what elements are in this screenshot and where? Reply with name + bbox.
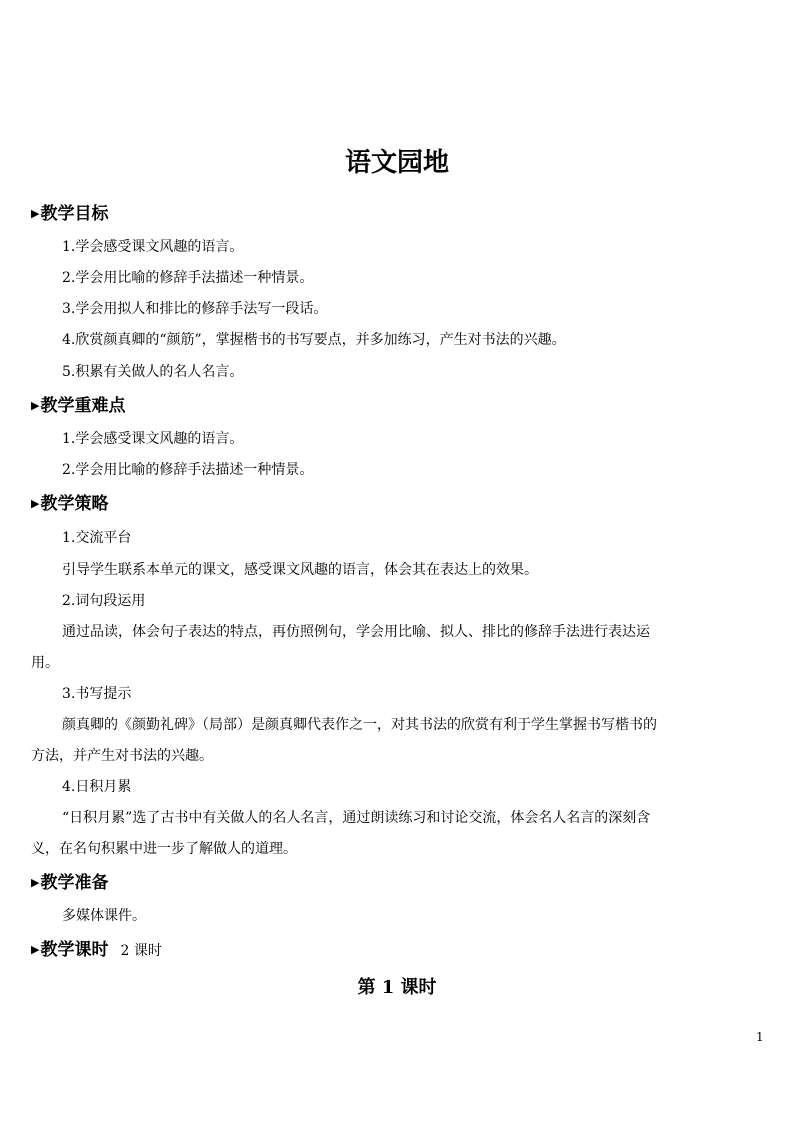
goal-item: 2.学会用比喻的修辞手法描述一种情景。 — [62, 270, 314, 286]
goal-item: 4.欣赏颜真卿的“颜筋”，掌握楷书的书写要点，并多加练习，产生对书法的兴趣。 — [62, 332, 566, 348]
key-point-item: 2.学会用比喻的修辞手法描述一种情景。 — [62, 462, 314, 478]
preparation-item: 多媒体课件。 — [62, 908, 146, 924]
section-heading-preparation: ▶教学准备 — [31, 873, 109, 893]
strategy-text: 义，在名句积累中进一步了解做人的道理。 — [31, 841, 297, 857]
triangle-bullet-icon: ▶ — [31, 207, 40, 220]
section-heading-strategy: ▶教学策略 — [31, 494, 109, 514]
goal-item: 5.积累有关做人的名人名言。 — [62, 364, 244, 380]
section-heading-key-points: ▶教学重难点 — [31, 396, 126, 416]
triangle-bullet-icon: ▶ — [31, 876, 40, 889]
section-heading-goals: ▶教学目标 — [31, 204, 109, 224]
key-point-item: 1.学会感受课文风趣的语言。 — [62, 431, 244, 447]
strategy-text: 引导学生联系本单元的课文，感受课文风趣的语言，体会其在表达上的效果。 — [62, 562, 538, 578]
strategy-text: 通过品读，体会句子表达的特点，再仿照例句，学会用比喻、拟人、排比的修辞手法进行表达运 — [62, 624, 650, 640]
strategy-text: 颜真卿的《颜勤礼碑》（局部）是颜真卿代表作之一，对其书法的欣赏有利于学生掌握书写楷书的 — [62, 717, 657, 733]
goal-item: 3.学会用拟人和排比的修辞手法写一段话。 — [62, 301, 328, 317]
triangle-bullet-icon: ▶ — [31, 497, 40, 510]
section-heading-periods: ▶教学课时 2 课时 — [31, 940, 162, 960]
strategy-label: 3.书写提示 — [62, 686, 132, 702]
strategy-label: 1.交流平台 — [62, 530, 132, 546]
goal-item: 1.学会感受课文风趣的语言。 — [62, 239, 244, 255]
strategy-label: 4.日积月累 — [62, 779, 132, 795]
strategy-label: 2.词句段运用 — [62, 593, 146, 609]
lesson-title: 第 1 课时 — [357, 977, 437, 998]
strategy-text: 用。 — [31, 655, 59, 671]
strategy-text: 方法，并产生对书法的兴趣。 — [31, 748, 213, 764]
strategy-text: “日积月累”选了古书中有关做人的名人名言，通过朗读练习和讨论交流，体会名人名言的深刻含 — [62, 810, 651, 826]
triangle-bullet-icon: ▶ — [31, 943, 40, 956]
page-title: 语文园地 — [344, 148, 449, 178]
triangle-bullet-icon: ▶ — [31, 399, 40, 412]
periods-value: 2 课时 — [120, 943, 162, 959]
page-number: 1 — [756, 1030, 764, 1044]
